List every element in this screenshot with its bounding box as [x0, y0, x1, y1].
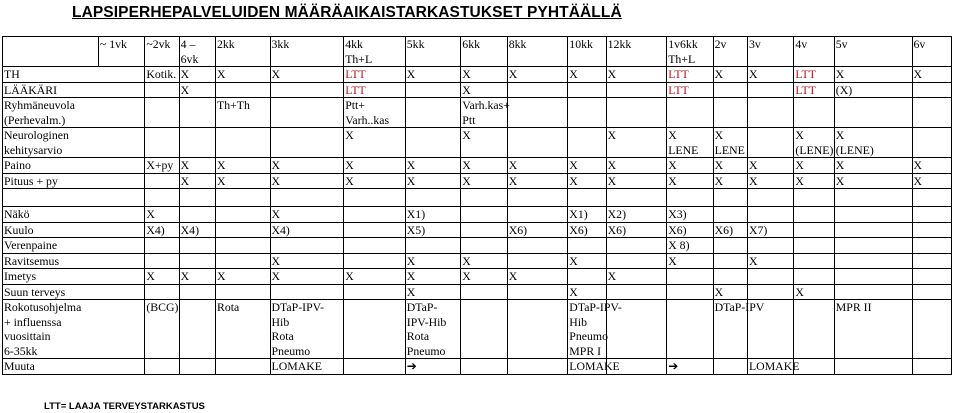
table-cell — [747, 207, 793, 223]
table-cell — [794, 189, 834, 207]
table-cell: X — [461, 158, 507, 174]
table-cell: X6) — [713, 222, 747, 238]
table-cell — [461, 189, 507, 207]
table-cell: X4) — [145, 222, 179, 238]
table-cell: X — [834, 158, 912, 174]
table-cell — [507, 359, 568, 375]
table-row — [3, 128, 952, 158]
table-cell: DTaP-IPV — [713, 300, 747, 359]
table-cell — [834, 222, 912, 238]
table-cell: X — [179, 67, 215, 83]
table-cell — [834, 207, 912, 223]
table-cell — [145, 82, 179, 98]
table-cell — [270, 82, 344, 98]
table-cell — [606, 253, 667, 269]
table-cell — [794, 207, 834, 223]
table-cell — [145, 359, 179, 375]
table-cell — [713, 82, 747, 98]
table-cell: X — [747, 67, 793, 83]
table-row — [3, 67, 952, 83]
table-cell: X — [713, 67, 747, 83]
table-cell — [270, 98, 344, 128]
table-cell — [145, 173, 179, 189]
table-cell: X — [568, 173, 606, 189]
table-row — [3, 238, 952, 254]
table-cell — [145, 253, 179, 269]
schedule-table — [2, 36, 952, 375]
table-cell: ➔ — [405, 359, 461, 375]
table-cell: X — [606, 128, 667, 158]
table-cell — [507, 238, 568, 254]
table-cell: X — [405, 253, 461, 269]
column-header: 6kk — [461, 37, 507, 67]
row-label: Pituus + py — [3, 173, 145, 189]
table-cell: X4) — [179, 222, 215, 238]
table-cell — [216, 222, 271, 238]
table-cell — [568, 269, 606, 285]
table-row — [3, 359, 952, 375]
table-cell: X — [344, 128, 406, 158]
table-cell: X — [405, 158, 461, 174]
table-cell — [667, 98, 713, 128]
table-cell: (X) — [834, 82, 912, 98]
table-cell — [912, 222, 951, 238]
table-cell — [568, 82, 606, 98]
column-header: 2v — [713, 37, 747, 67]
table-cell — [216, 207, 271, 223]
table-cell: X — [568, 284, 606, 300]
row-label: Ravitsemus — [3, 253, 145, 269]
column-header: 10kk — [568, 37, 606, 67]
table-cell — [270, 284, 344, 300]
table-cell — [568, 238, 606, 254]
table-cell — [179, 98, 215, 128]
table-cell — [145, 98, 179, 128]
table-cell — [216, 359, 271, 375]
table-cell: MPR II — [834, 300, 912, 359]
column-header: 6v — [912, 37, 951, 67]
table-cell: X — [216, 269, 271, 285]
table-cell: X6) — [667, 222, 713, 238]
table-cell — [344, 222, 406, 238]
table-cell: X — [568, 67, 606, 83]
table-cell: X — [344, 158, 406, 174]
table-cell: X — [713, 284, 747, 300]
table-cell: X LENE — [667, 128, 713, 158]
table-cell: X — [145, 269, 179, 285]
table-cell: X — [568, 253, 606, 269]
table-cell: LTT — [667, 82, 713, 98]
table-row — [3, 222, 952, 238]
table-cell — [344, 238, 406, 254]
table-cell: X — [344, 173, 406, 189]
table-cell — [405, 128, 461, 158]
table-cell: X6) — [568, 222, 606, 238]
table-cell: X — [912, 173, 951, 189]
table-cell — [461, 359, 507, 375]
column-header: 3v — [747, 37, 793, 67]
table-cell — [568, 98, 606, 128]
table-cell: X1) — [568, 207, 606, 223]
table-cell: LTT — [344, 82, 406, 98]
table-cell — [179, 284, 215, 300]
table-cell: X — [270, 253, 344, 269]
table-cell: X7) — [747, 222, 793, 238]
table-cell — [912, 207, 951, 223]
table-cell — [507, 98, 568, 128]
table-cell: X — [405, 67, 461, 83]
table-row — [3, 269, 952, 285]
table-cell: Kotik. — [145, 67, 179, 83]
row-label: Rokotusohjelma + influenssa vuosittain 6-35kk — [3, 300, 145, 359]
table-cell: X (LENE) — [795, 128, 834, 157]
table-cell — [507, 253, 568, 269]
row-label: Suun terveys — [3, 284, 145, 300]
table-cell: X6) — [606, 222, 667, 238]
table-cell — [507, 128, 568, 158]
table-cell: X — [270, 158, 344, 174]
table-cell: LTT — [794, 82, 834, 98]
table-cell: X — [405, 284, 461, 300]
table-cell: X2) — [606, 207, 667, 223]
table-cell — [405, 98, 461, 128]
table-cell — [794, 359, 834, 375]
table-cell: X4) — [270, 222, 344, 238]
table-cell: LOMAKE — [270, 359, 344, 375]
table-cell — [794, 98, 834, 128]
table-cell: X — [794, 284, 834, 300]
row-label: Verenpaine — [3, 238, 145, 254]
row-label: Kuulo — [3, 222, 145, 238]
table-cell — [912, 189, 951, 207]
table-cell — [507, 284, 568, 300]
table-cell: X — [216, 173, 271, 189]
table-cell: X — [216, 67, 271, 83]
table-row — [3, 82, 952, 98]
table-cell: X — [794, 158, 834, 174]
table-cell: X — [461, 253, 507, 269]
table-cell — [794, 300, 834, 359]
table-cell — [713, 269, 747, 285]
table-cell: Ptt+ Varh..kas — [344, 98, 406, 128]
table-cell: X — [179, 82, 215, 98]
table-cell: X — [216, 158, 271, 174]
table-cell: X — [270, 269, 344, 285]
table-cell: X — [834, 67, 912, 83]
row-label: Ryhmäneuvola (Perhevalm.) — [3, 98, 145, 128]
table-row — [3, 207, 952, 223]
table-cell — [606, 238, 667, 254]
column-header: 12kk — [606, 37, 667, 67]
table-cell — [461, 222, 507, 238]
table-cell — [507, 82, 568, 98]
table-cell — [713, 238, 747, 254]
row-label: Näkö — [3, 207, 145, 223]
table-cell — [344, 189, 406, 207]
table-cell — [179, 238, 215, 254]
table-row — [3, 253, 952, 269]
table-cell — [179, 207, 215, 223]
table-cell — [568, 189, 606, 207]
table-cell: X — [461, 128, 507, 158]
row-label: Paino — [3, 158, 145, 174]
table-cell — [270, 128, 344, 158]
table-cell — [606, 189, 667, 207]
table-cell — [912, 128, 951, 158]
table-row — [3, 98, 952, 128]
table-cell — [912, 253, 951, 269]
table-cell: X — [270, 207, 344, 223]
table-cell — [344, 300, 406, 359]
table-cell — [344, 207, 406, 223]
table-cell — [507, 189, 568, 207]
table-cell: X — [270, 67, 344, 83]
table-cell — [834, 238, 912, 254]
table-cell — [461, 207, 507, 223]
table-cell: X — [507, 158, 568, 174]
column-header: 5kk — [405, 37, 461, 67]
table-cell — [794, 269, 834, 285]
table-cell: Th+Th — [216, 98, 271, 128]
table-cell — [912, 300, 951, 359]
table-cell — [794, 238, 834, 254]
column-header: 1v6kk Th+L — [667, 37, 713, 67]
table-cell: Varh.kas+ Ptt — [462, 98, 510, 127]
table-cell — [145, 284, 179, 300]
table-cell: X5) — [405, 222, 461, 238]
table-cell — [834, 189, 912, 207]
table-cell: X — [405, 269, 461, 285]
table-cell — [179, 300, 215, 359]
table-cell: X — [606, 269, 667, 285]
table-cell: X — [912, 158, 951, 174]
table-cell — [747, 269, 793, 285]
table-row — [3, 284, 952, 300]
table-cell: LTT — [344, 67, 406, 83]
table-cell: X — [461, 82, 507, 98]
table-cell — [834, 253, 912, 269]
table-cell: X LENE — [713, 128, 747, 158]
table-cell: DTaP-IPV- Hib Pneumo MPR I — [569, 300, 622, 358]
table-cell — [713, 207, 747, 223]
row-label: LÄÄKÄRI — [3, 82, 145, 98]
column-header: ~2vk — [145, 37, 179, 67]
table-cell: X — [507, 173, 568, 189]
table-cell — [713, 359, 747, 375]
header-row — [3, 37, 952, 67]
table-cell — [145, 128, 179, 158]
table-cell — [747, 189, 793, 207]
table-cell: X 8) — [667, 238, 713, 254]
table-cell — [179, 128, 215, 158]
table-cell: X6) — [507, 222, 568, 238]
table-row — [3, 158, 952, 174]
table-cell: X — [568, 158, 606, 174]
table-cell — [834, 98, 912, 128]
column-header — [3, 37, 99, 67]
table-cell: DTaP- IPV-Hib Rota Pneumo — [405, 300, 461, 359]
table-cell — [713, 189, 747, 207]
table-cell: X — [794, 173, 834, 189]
table-cell: X — [834, 173, 912, 189]
table-row — [3, 189, 952, 207]
table-cell: X — [461, 269, 507, 285]
table-cell: LOMAKE — [748, 359, 800, 373]
table-cell: X — [461, 67, 507, 83]
table-cell: LTT — [667, 67, 713, 83]
table-cell — [667, 189, 713, 207]
table-cell — [179, 253, 215, 269]
table-cell: X — [747, 158, 793, 174]
table-cell — [606, 284, 667, 300]
table-cell — [145, 238, 179, 254]
table-cell: X — [912, 67, 951, 83]
table-cell — [461, 300, 507, 359]
table-cell — [747, 128, 793, 158]
row-label: Neurologinen kehitysarvio — [3, 128, 145, 158]
column-header: 4 – 6vk — [179, 37, 215, 67]
table-cell — [568, 128, 606, 158]
table-cell — [606, 82, 667, 98]
table-cell — [912, 82, 951, 98]
table-cell — [667, 300, 713, 359]
table-cell — [270, 189, 344, 207]
table-cell — [216, 82, 271, 98]
table-cell: X — [667, 253, 713, 269]
table-cell: X — [713, 173, 747, 189]
row-label: Muuta — [3, 359, 145, 375]
column-header: 4kk Th+L — [344, 37, 406, 67]
table-cell: X3) — [667, 207, 713, 223]
row-label — [3, 189, 145, 207]
table-cell — [912, 98, 951, 128]
table-cell — [216, 128, 271, 158]
table-cell — [606, 98, 667, 128]
table-cell — [912, 359, 951, 375]
column-header: 4v — [794, 37, 834, 67]
table-cell — [179, 189, 215, 207]
column-header: 8kk — [507, 37, 568, 67]
column-header: 3kk — [270, 37, 344, 67]
table-cell — [405, 189, 461, 207]
page-title: LAPSIPERHEPALVELUIDEN MÄÄRÄAIKAISTARKASTUKSET PYHTÄÄLLÄ — [72, 4, 622, 21]
row-label: Imetys — [3, 269, 145, 285]
table-cell — [344, 359, 406, 375]
table-cell: X — [145, 207, 179, 223]
table-cell: X — [507, 269, 568, 285]
table-cell: DTaP-IPV- Hib Rota Pneumo — [270, 300, 344, 359]
table-cell — [713, 98, 747, 128]
table-cell: X1) — [405, 207, 461, 223]
table-cell — [667, 284, 713, 300]
table-cell: Rota — [216, 300, 271, 359]
table-cell: X — [179, 173, 215, 189]
table-cell: X — [344, 269, 406, 285]
table-cell: ➔ — [667, 359, 713, 375]
table-cell: X+py — [145, 158, 179, 174]
column-header: 5v — [834, 37, 912, 67]
table-cell: X — [179, 269, 215, 285]
table-cell — [405, 82, 461, 98]
table-cell: X — [405, 173, 461, 189]
table-cell: LOMAKE — [569, 359, 620, 373]
table-cell — [794, 253, 834, 269]
table-cell: (BCG) — [145, 300, 179, 359]
table-row — [3, 300, 952, 359]
table-cell: X — [713, 158, 747, 174]
table-cell — [912, 284, 951, 300]
table-cell — [344, 253, 406, 269]
table-cell — [179, 359, 215, 375]
table-cell: X — [270, 173, 344, 189]
column-header: ~ 1vk — [98, 37, 144, 67]
table-cell: X — [606, 158, 667, 174]
table-cell: X (LENE) — [834, 128, 912, 158]
table-cell — [667, 269, 713, 285]
table-cell — [834, 284, 912, 300]
table-cell — [216, 284, 271, 300]
table-cell — [216, 238, 271, 254]
table-cell — [507, 300, 568, 359]
table-cell — [461, 238, 507, 254]
table-cell — [794, 222, 834, 238]
table-cell: X — [667, 173, 713, 189]
legend-footnote: LTT= LAAJA TERVEYSTARKASTUS — [44, 401, 205, 412]
table-cell — [747, 284, 793, 300]
table-cell — [216, 253, 271, 269]
table-cell — [405, 238, 461, 254]
table-cell — [145, 189, 179, 207]
table-cell — [912, 269, 951, 285]
table-cell — [270, 238, 344, 254]
table-cell: X — [606, 67, 667, 83]
table-cell — [747, 98, 793, 128]
table-cell — [912, 238, 951, 254]
row-label: TH — [3, 67, 145, 83]
table-row — [3, 173, 952, 189]
table-cell: X — [667, 158, 713, 174]
table-cell — [713, 253, 747, 269]
table-cell — [344, 284, 406, 300]
table-cell: X — [461, 173, 507, 189]
table-cell: X — [179, 158, 215, 174]
column-header: 2kk — [216, 37, 271, 67]
table-cell: X — [747, 253, 793, 269]
table-cell: X — [507, 67, 568, 83]
table-cell: X — [606, 173, 667, 189]
table-cell — [834, 269, 912, 285]
table-cell — [834, 359, 912, 375]
table-cell — [507, 207, 568, 223]
table-cell — [747, 82, 793, 98]
table-cell — [747, 238, 793, 254]
table-cell: X — [747, 173, 793, 189]
table-cell: LTT — [794, 67, 834, 83]
table-cell — [461, 284, 507, 300]
table-cell — [216, 189, 271, 207]
